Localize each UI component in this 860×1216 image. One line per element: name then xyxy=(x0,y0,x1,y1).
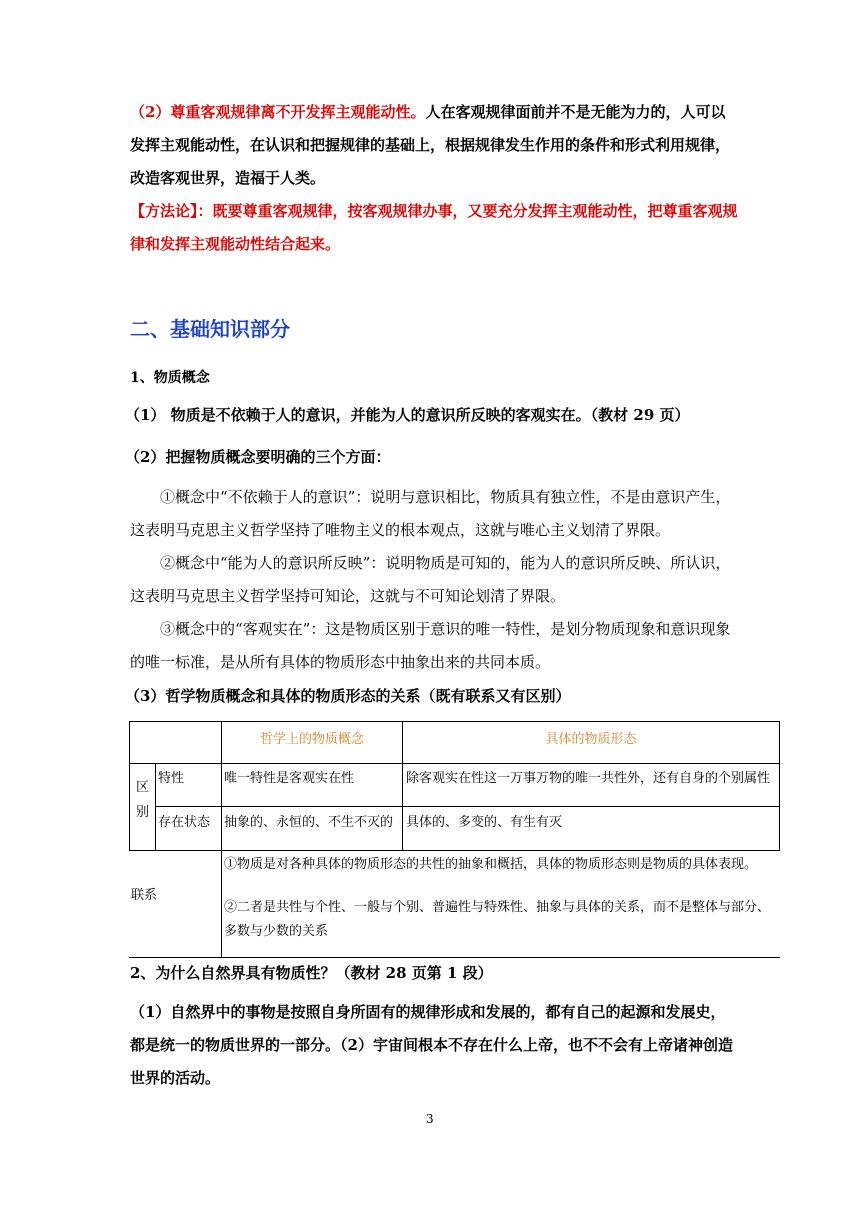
table-header-philosophical: 哲学上的物质概念 xyxy=(259,732,364,747)
aspect-point-2: ②概念中“能为人的意识所反映”：说明物质是可知的，能为人的意识所反映、所认识，这表明马克思主义哲学坚持可知论，这就与不可知论划清了界限。 xyxy=(130,554,731,605)
table-row-property-concrete: 除客观实在性这一万事万物的唯一共性外，还有自身的个别属性 xyxy=(406,771,771,786)
table-link-point-1: ①物质是对各种具体的物质形态的共性的抽象和概括，具体的物质形态则是物质的具体表现。 xyxy=(224,857,758,872)
paragraph-red-lead: （2）尊重客观规律离不开发挥主观能动性。 xyxy=(130,103,426,121)
table-row-state-label: 存在状态 xyxy=(158,815,211,830)
table-row-property-label: 特性 xyxy=(158,771,185,786)
nature-answer: （1）自然界中的事物是按照自身所固有的规律形成和发展的，都有自己的起源和发展史，都是统一的物质世界的一部分。（2）宇宙间根本不存在什么上帝，也不不会有上帝诸神创造世界的活动。 xyxy=(130,1003,733,1087)
subsection-title-matter: 1、物质概念 xyxy=(130,370,210,386)
aspect-point-3: ③概念中的“客观实在”：这是物质区别于意识的唯一特性，是划分物质现象和意识现象的唯一标准，是从所有具体的物质形态中抽象出来的共同本质。 xyxy=(130,620,731,671)
table-header-concrete: 具体的物质形态 xyxy=(545,732,637,747)
methodology-paragraph: 【方法论】：既要尊重客观规律，按客观规律办事，又要充分发挥主观能动性，把尊重客观规律和发挥主观能动性结合起来。 xyxy=(130,202,738,253)
table-link-label: 联系 xyxy=(131,888,158,903)
table-row-state-phil: 抽象的、永恒的、不生不灭的 xyxy=(224,815,394,830)
aspect-point-1: ①概念中“不依赖于人的意识”：说明与意识相比，物质具有独立性，不是由意识产生，这表明马克思主义哲学坚持了唯物主义的根本观点，这就与唯心主义划清了界限。 xyxy=(130,488,731,539)
table-diff-label-2: 别 xyxy=(136,805,150,820)
relation-title: （3）哲学物质概念和具体的物质形态的关系（既有联系又有区别） xyxy=(125,687,571,705)
table-row-state-concrete: 具体的、多变的、有生有灭 xyxy=(406,815,563,830)
page-number: 3 xyxy=(426,1112,434,1126)
paragraph-respect-law xyxy=(130,96,740,195)
table-diff-label-1: 区 xyxy=(136,780,150,795)
section-title: 二、基础知识部分 xyxy=(130,317,290,341)
matter-definition: （1） 物质是不依赖于人的意识，并能为人的意识所反映的客观实在。（教材 29 页） xyxy=(125,406,690,424)
table-link-point-2: ②二者是共性与个性、一般与个别、普遍性与特殊性、抽象与具体的关系，而不是整体与部分、多数与少数的关系 xyxy=(224,900,771,939)
subsection-title-nature: 2、为什么自然界具有物质性？（教材 28 页第 1 段） xyxy=(130,964,493,982)
paragraph-body: 人在客观规律面前并不是无能为力的，人可以发挥主观能动性，在认识和把握规律的基础上，根据规律发生作用的条件和形式利用规律，改造客观世界，造福于人类。 xyxy=(130,103,731,187)
three-aspects-title: （2）把握物质概念要明确的三个方面： xyxy=(125,448,391,466)
table-row-property-phil: 唯一特性是客观实在性 xyxy=(224,771,355,786)
